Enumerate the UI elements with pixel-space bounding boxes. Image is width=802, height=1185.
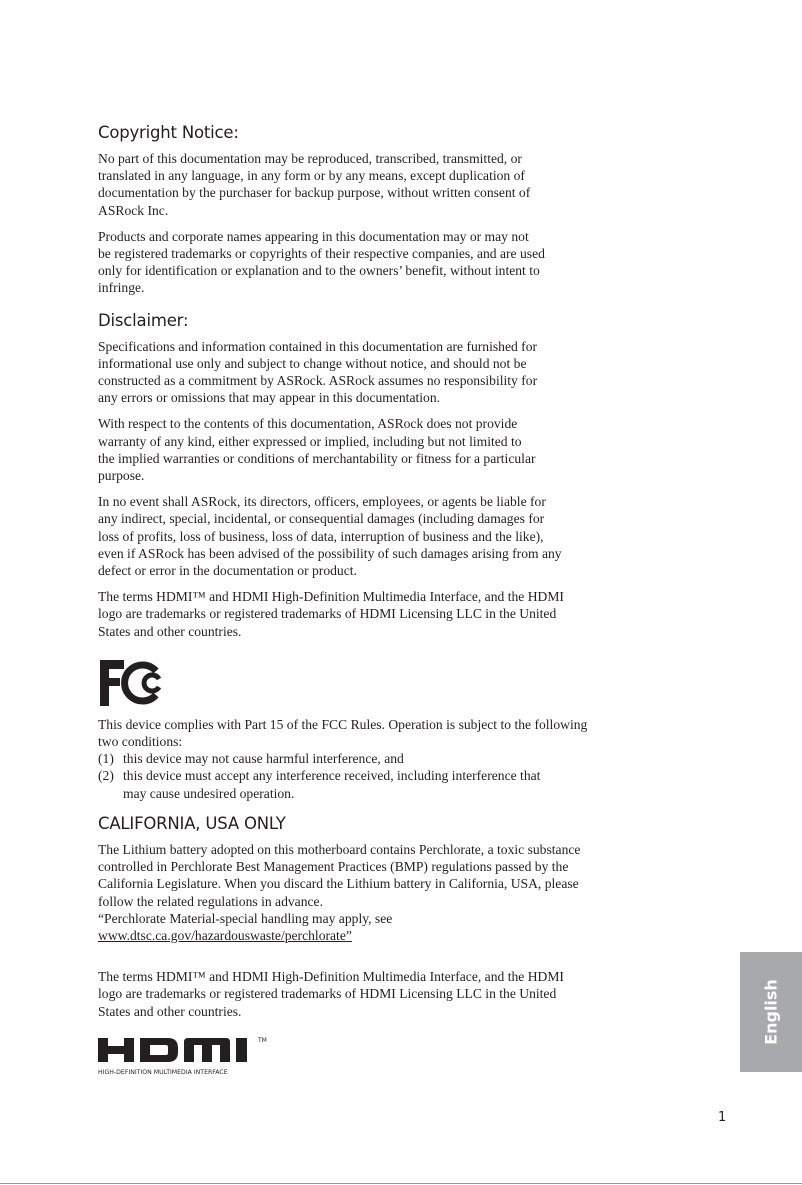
disclaimer-heading: Disclaimer: <box>98 310 189 330</box>
copyright-paragraph-2: Products and corporate names appearing in this documentation may or may not be registered trademarks or copyrights of their respective companies, and are used only for identification or explanation and to the owners’ benefit, without intent to infringe. <box>98 228 545 296</box>
fcc-intro: This device complies with Part 15 of the FCC Rules. Operation is subject to the following two conditions: <box>98 716 588 750</box>
copyright-paragraph-1: No part of this documentation may be reproduced, transcribed, transmitted, or translated in any language, in any form or by any means, except duplication of documentation by the purchaser for backup purpose, without written consent of ASRock Inc. <box>98 151 531 218</box>
list-text: this device must accept any interference received, including interference that may cause undesired operation. <box>123 768 541 801</box>
language-label: English <box>761 979 781 1045</box>
california-paragraph: The Lithium battery adopted on this motherboard contains Perchlorate, a toxic substance controlled in Perchlorate Best Management Practices (BMP) regulations passed by the California Legislature. When you discard the Lithium battery in California, USA, please follow the related regulations in advance. “Perchlorate Material-special handling may apply, see <box>98 841 581 926</box>
list-item <box>98 750 663 767</box>
list-number: (1) <box>98 751 114 767</box>
disclaimer-paragraph-3: In no event shall ASRock, its directors, officers, employees, or agents be liable for any indirect, special, incidental, or consequential damages (including damages for loss of profits, loss of business, loss of data, interruption of business and the like), even if ASRock has been advised of the possibility of such damages arising from any defect or error in the documentation or product. <box>98 494 562 579</box>
fcc-logo-icon <box>98 658 168 708</box>
hdmi-logo-icon <box>98 1032 270 1076</box>
california-heading: CALIFORNIA, USA ONLY <box>98 813 286 833</box>
hdmi-tagline: HIGH-DEFINITION MULTIMEDIA INTERFACE <box>98 1068 228 1076</box>
copyright-heading: Copyright Notice: <box>98 123 239 142</box>
bottom-rule <box>0 1183 802 1184</box>
list-item <box>98 767 663 801</box>
hdmi-trademark-paragraph: The terms HDMI™ and HDMI High-Definition Multimedia Interface, and the HDMI logo are trademarks or registered trademarks of HDMI Licensing LLC in the United States and other countries. <box>98 969 564 1019</box>
disclaimer-paragraph-2: With respect to the contents of this documentation, ASRock does not provide warranty of any kind, either expressed or implied, including but not limited to the implied warranties or conditions of merchantability or fitness for a particular purpose. <box>98 416 536 484</box>
list-text: this device may not cause harmful interference, and <box>123 751 404 767</box>
document-page <box>98 123 663 1076</box>
hdmi-tm-mark: TM <box>258 1036 267 1044</box>
disclaimer-paragraph-1: Specifications and information contained in this documentation are furnished for informational use only and subject to change without notice, and should not be constructed as a commitment by ASRock. ASRock assumes no responsibility for any errors or omissions that may appear in this documentation. <box>98 338 538 406</box>
page-number: 1 <box>718 1110 727 1125</box>
disclaimer-paragraph-4: The terms HDMI™ and HDMI High-Definition Multimedia Interface, and the HDMI logo are trademarks or registered trademarks of HDMI Licensing LLC in the United States and other countries. <box>98 589 564 639</box>
fcc-conditions-list <box>98 750 663 802</box>
list-number: (2) <box>98 768 114 784</box>
language-side-tab <box>740 952 802 1072</box>
perchlorate-link[interactable]: www.dtsc.ca.gov/hazardouswaste/perchlorate” <box>98 927 352 943</box>
